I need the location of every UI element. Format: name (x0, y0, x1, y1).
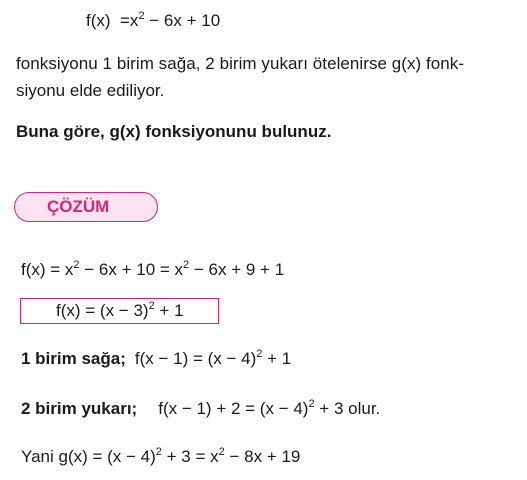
shift-up-part-b: + 3 olur. (314, 399, 381, 418)
step-1-part-c: − 6x + 9 + 1 (189, 260, 285, 279)
f-exponent: 2 (138, 10, 145, 22)
shift-up-step (21, 398, 380, 420)
f-lhs: f(x) (86, 11, 111, 30)
vertex-exponent: 2 (148, 300, 155, 312)
vertex-form-text (56, 300, 184, 322)
shift-up-expression (158, 399, 380, 418)
solution-step-expand (21, 259, 284, 281)
f-eq: =x (120, 11, 139, 30)
function-definition (86, 10, 220, 32)
result-part-c: − 8x + 19 (224, 447, 301, 466)
shift-right-part-a: f(x − 1) = (x − 4) (134, 349, 257, 368)
vertex-part-a: f(x) = (x − 3) (56, 301, 149, 320)
problem-description-line-1: fonksiyonu 1 birim sağa, 2 birim yukarı ötelenirse g(x) fonk- (16, 54, 465, 73)
step-1-exponent-a: 2 (73, 259, 80, 271)
result-part-b: + 3 = x (161, 447, 219, 466)
shift-right-label: 1 birim sağa; (21, 349, 126, 368)
vertex-part-b: + 1 (154, 301, 184, 320)
shift-up-label: 2 birim yukarı; (21, 399, 138, 418)
final-result (21, 446, 300, 468)
shift-right-part-b: + 1 (262, 349, 292, 368)
f-rest: − 6x + 10 (144, 11, 221, 30)
shift-up-exponent: 2 (308, 398, 315, 410)
shift-right-exponent: 2 (256, 348, 263, 360)
result-exponent-b: 2 (218, 446, 225, 458)
solution-badge (14, 192, 158, 222)
shift-right-expression (135, 349, 291, 368)
step-1-exponent-b: 2 (183, 259, 190, 271)
result-exponent-a: 2 (155, 446, 162, 458)
solution-badge-label: ÇÖZÜM (47, 197, 110, 216)
shift-right-step (21, 348, 291, 370)
vertex-form-box (20, 298, 219, 324)
question-text: Buna göre, g(x) fonksiyonunu bulunuz. (16, 122, 332, 141)
problem-description-line-2: siyonu elde ediliyor. (16, 81, 165, 100)
step-1-part-a: f(x) = x (21, 260, 74, 279)
shift-up-part-a: f(x − 1) + 2 = (x − 4) (158, 399, 309, 418)
result-part-a: Yani g(x) = (x − 4) (21, 447, 156, 466)
step-1-part-b: − 6x + 10 = x (79, 260, 184, 279)
